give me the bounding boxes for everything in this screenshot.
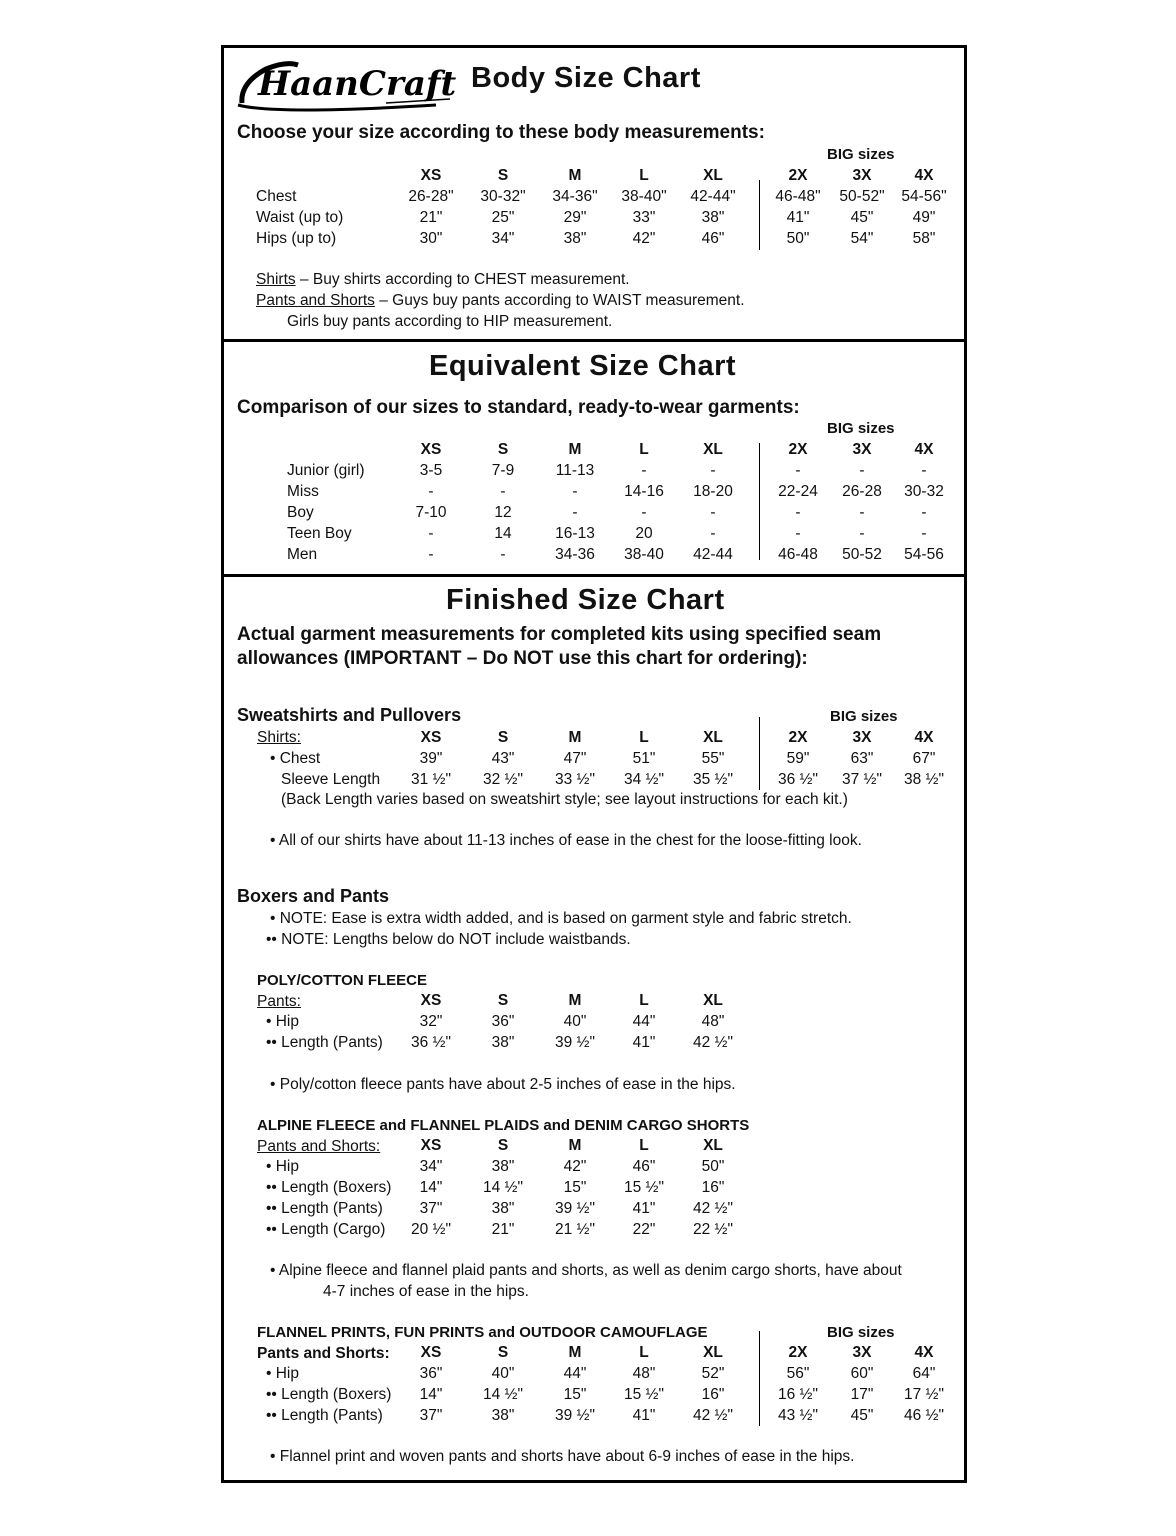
size-header-s: S	[497, 1344, 509, 1361]
table-cell: 14-16	[624, 483, 664, 500]
table-cell: -	[921, 504, 927, 521]
brand-logo	[236, 53, 456, 115]
row-label: • Hip	[266, 1158, 299, 1175]
svg-text:HaanCrafts: HaanCrafts	[258, 64, 456, 104]
row-label: Miss	[287, 483, 319, 500]
table-cell: 38 ½"	[904, 770, 944, 788]
table-cell: 14"	[419, 1179, 443, 1196]
table-cell: -	[795, 525, 801, 542]
table-cell: 54-56"	[901, 188, 947, 205]
table-cell: -	[641, 462, 647, 479]
body-big-sizes-label: BIG sizes	[827, 146, 895, 163]
table-cell: 50"	[786, 230, 810, 247]
size-header-2x: 2X	[788, 167, 808, 184]
table-cell: 33"	[632, 209, 656, 226]
table-cell: 18-20	[693, 483, 733, 500]
table-cell: 34-36	[555, 546, 595, 563]
table-cell: 39 ½"	[555, 1407, 595, 1424]
size-header-4x: 4X	[914, 167, 934, 184]
table-cell: -	[500, 483, 506, 500]
table-cell: 46"	[632, 1158, 656, 1175]
table-cell: 41"	[786, 209, 810, 226]
size-header-4x: 4X	[914, 441, 934, 458]
row-label: Waist (up to)	[256, 209, 344, 226]
table-cell: 43"	[491, 750, 515, 767]
row-label: • Hip	[266, 1013, 299, 1030]
size-header-l: L	[639, 992, 649, 1009]
row-label: Sleeve Length	[281, 770, 381, 788]
table-cell: 15"	[563, 1386, 587, 1403]
table-cell: 34-36"	[552, 188, 598, 205]
size-header-xs: XS	[420, 167, 442, 184]
table-cell: 38-40"	[621, 188, 667, 205]
table-cell: 38"	[701, 209, 725, 226]
row-label: •• Length (Cargo)	[266, 1221, 386, 1238]
table-cell: 20 ½"	[411, 1221, 451, 1238]
size-header-m: M	[568, 441, 582, 458]
table-cell: 12	[494, 504, 512, 521]
table-cell: 42"	[563, 1158, 587, 1175]
table-cell: 34"	[419, 1158, 443, 1175]
row-label: Chest	[256, 188, 297, 205]
table-cell: 17 ½"	[904, 1386, 944, 1403]
alpine-ease-note-2: 4-7 inches of ease in the hips.	[323, 1283, 529, 1300]
table-cell: 42-44	[693, 546, 733, 563]
size-header-xs: XS	[420, 441, 442, 458]
row-label: Boy	[287, 504, 314, 521]
table-cell: 36"	[491, 1013, 515, 1030]
table-cell: 44"	[563, 1365, 587, 1382]
sweat-big-sizes-label: BIG sizes	[830, 708, 898, 725]
poly-ease-note: • Poly/cotton fleece pants have about 2-5 inches of ease in the hips.	[270, 1076, 736, 1093]
table-cell: -	[641, 504, 647, 521]
size-header-4x: 4X	[914, 1344, 934, 1361]
table-cell: 50"	[701, 1158, 725, 1175]
size-header-xs: XS	[420, 992, 442, 1009]
alpine-ease-note-1: • Alpine fleece and flannel plaid pants and shorts, as well as denim cargo shorts, have about	[270, 1262, 902, 1279]
table-cell: 64"	[912, 1365, 936, 1382]
big-size-separator	[759, 717, 760, 790]
back-length-note: (Back Length varies based on sweatshirt style; see layout instructions for each kit.)	[281, 791, 848, 808]
row-label: • Chest	[270, 750, 321, 767]
poly-sub-label: Pants:	[257, 993, 301, 1010]
table-cell: 22"	[632, 1221, 656, 1238]
table-cell: 42 ½"	[693, 1034, 733, 1051]
table-cell: 42-44"	[690, 188, 736, 205]
row-label: Hips (up to)	[256, 230, 337, 247]
equiv-big-sizes-label: BIG sizes	[827, 420, 895, 437]
table-cell: 14 ½"	[483, 1179, 523, 1196]
table-cell: 21"	[419, 209, 443, 226]
size-header-m: M	[568, 167, 582, 184]
table-cell: 34 ½"	[624, 770, 664, 788]
table-cell: 17"	[850, 1386, 874, 1403]
size-header-m: M	[568, 729, 582, 746]
table-cell: -	[428, 483, 434, 500]
table-cell: 16"	[701, 1386, 725, 1403]
table-cell: 59"	[786, 750, 810, 767]
flannel-ease-note: • Flannel print and woven pants and shorts have about 6-9 inches of ease in the hips.	[270, 1448, 855, 1465]
size-header-s: S	[497, 1137, 509, 1154]
table-cell: 46-48	[778, 546, 818, 563]
table-cell: 38"	[563, 230, 587, 247]
table-cell: 20	[635, 525, 653, 542]
size-header-xs: XS	[420, 1137, 442, 1154]
table-cell: 38"	[491, 1034, 515, 1051]
size-header-xs: XS	[420, 729, 442, 746]
table-cell: 26-28"	[408, 188, 454, 205]
table-cell: 36"	[419, 1365, 443, 1382]
size-header-xl: XL	[703, 729, 723, 746]
poly-heading: POLY/COTTON FLEECE	[257, 972, 428, 989]
table-cell: 30"	[419, 230, 443, 247]
table-cell: 16"	[701, 1179, 725, 1196]
size-header-s: S	[497, 729, 509, 746]
table-cell: 48"	[632, 1365, 656, 1382]
table-cell: 39"	[419, 750, 443, 767]
table-cell: 41"	[632, 1407, 656, 1424]
table-cell: 54-56	[904, 546, 944, 563]
table-cell: 37"	[419, 1200, 443, 1217]
table-cell: 36 ½"	[411, 1034, 451, 1051]
size-header-m: M	[568, 1344, 582, 1361]
row-label: •• Length (Pants)	[266, 1407, 383, 1424]
size-header-xl: XL	[703, 1137, 723, 1154]
table-cell: 51"	[632, 750, 656, 767]
sweat-sub-label: Shirts:	[257, 729, 301, 746]
equiv-chart-title: Equivalent Size Chart	[429, 350, 737, 382]
size-header-xl: XL	[703, 441, 723, 458]
row-label: •• Length (Pants)	[266, 1034, 383, 1051]
size-header-3x: 3X	[852, 441, 872, 458]
size-header-2x: 2X	[788, 441, 808, 458]
table-cell: 39 ½"	[555, 1034, 595, 1051]
table-cell: 45"	[850, 1407, 874, 1424]
table-cell: 44"	[632, 1013, 656, 1030]
alpine-heading: ALPINE FLEECE and FLANNEL PLAIDS and DENIM CARGO SHORTS	[257, 1117, 750, 1134]
table-cell: 54"	[850, 230, 874, 247]
table-cell: -	[710, 504, 716, 521]
table-cell: 46-48"	[775, 188, 821, 205]
table-cell: 45"	[850, 209, 874, 226]
table-cell: -	[500, 546, 506, 563]
table-cell: 41"	[632, 1200, 656, 1217]
row-label: Teen Boy	[287, 525, 352, 542]
table-cell: -	[795, 462, 801, 479]
size-header-s: S	[497, 992, 509, 1009]
table-cell: 7-10	[415, 504, 447, 521]
table-cell: 35 ½"	[693, 770, 733, 788]
table-cell: 43 ½"	[778, 1407, 818, 1424]
pants-note-link: Pants and Shorts	[256, 292, 375, 309]
table-cell: 41"	[632, 1034, 656, 1051]
size-header-3x: 3X	[852, 729, 872, 746]
size-header-s: S	[497, 167, 509, 184]
table-cell: 67"	[912, 750, 936, 767]
table-cell: 15"	[563, 1179, 587, 1196]
girls-note: Girls buy pants according to HIP measurement.	[287, 313, 613, 330]
table-cell: 32"	[419, 1013, 443, 1030]
table-cell: -	[859, 462, 865, 479]
size-header-3x: 3X	[852, 167, 872, 184]
table-cell: 38"	[491, 1200, 515, 1217]
row-label: Men	[287, 546, 318, 563]
table-cell: 58"	[912, 230, 936, 247]
table-cell: 46 ½"	[904, 1407, 944, 1424]
boxers-note-1: • NOTE: Ease is extra width added, and is based on garment style and fabric stretch.	[270, 910, 852, 927]
table-cell: -	[428, 546, 434, 563]
table-cell: 38"	[491, 1158, 515, 1175]
size-header-s: S	[497, 441, 509, 458]
table-cell: 34"	[491, 230, 515, 247]
shirts-note-link: Shirts	[256, 271, 296, 288]
table-cell: 40"	[563, 1013, 587, 1030]
table-cell: 52"	[701, 1365, 725, 1382]
table-cell: 11-13	[555, 462, 595, 479]
table-cell: 3-5	[419, 462, 443, 479]
table-cell: 21"	[491, 1221, 515, 1238]
table-cell: 50-52"	[839, 188, 885, 205]
table-cell: 14 ½"	[483, 1386, 523, 1403]
table-cell: 30-32"	[480, 188, 526, 205]
section-divider	[224, 339, 964, 342]
table-cell: 15 ½"	[624, 1386, 664, 1403]
equiv-chart-subtitle: Comparison of our sizes to standard, ready-to-wear garments:	[237, 397, 800, 418]
table-cell: 31 ½"	[411, 770, 451, 788]
size-header-m: M	[568, 1137, 582, 1154]
table-cell: 50-52	[842, 546, 882, 563]
finished-chart-title: Finished Size Chart	[446, 584, 725, 616]
table-cell: 37"	[419, 1407, 443, 1424]
size-header-m: M	[568, 992, 582, 1009]
table-cell: -	[859, 504, 865, 521]
table-cell: 29"	[563, 209, 587, 226]
shirts-note: Shirts – Buy shirts according to CHEST measurement.	[256, 271, 630, 288]
section-divider	[224, 574, 964, 577]
row-label: •• Length (Pants)	[266, 1200, 383, 1217]
table-cell: 25"	[491, 209, 515, 226]
table-cell: 40"	[491, 1365, 515, 1382]
finished-chart-subtitle-2: allowances (IMPORTANT – Do NOT use this chart for ordering):	[237, 648, 808, 669]
size-header-l: L	[639, 729, 649, 746]
row-label: •• Length (Boxers)	[266, 1179, 392, 1196]
flannel-big-sizes-label: BIG sizes	[827, 1324, 895, 1341]
table-cell: -	[859, 525, 865, 542]
table-cell: 22 ½"	[693, 1221, 733, 1238]
boxers-note-2: •• NOTE: Lengths below do NOT include waistbands.	[266, 931, 631, 948]
body-chart-subtitle: Choose your size according to these body measurements:	[237, 122, 765, 143]
size-header-l: L	[639, 1344, 649, 1361]
pants-note: Pants and Shorts – Guys buy pants according to WAIST measurement.	[256, 292, 745, 309]
table-cell: 47"	[563, 750, 587, 767]
table-cell: 7-9	[491, 462, 515, 479]
size-header-l: L	[639, 441, 649, 458]
table-cell: 37 ½"	[842, 770, 882, 788]
size-header-l: L	[639, 1137, 649, 1154]
table-cell: 55"	[701, 750, 725, 767]
table-cell: 15 ½"	[624, 1179, 664, 1196]
table-cell: 14"	[419, 1386, 443, 1403]
table-cell: -	[921, 525, 927, 542]
size-header-3x: 3X	[852, 1344, 872, 1361]
table-cell: 46"	[701, 230, 725, 247]
alpine-sub-label: Pants and Shorts:	[257, 1138, 381, 1155]
flannel-heading: FLANNEL PRINTS, FUN PRINTS and OUTDOOR CAMOUFLAGE	[257, 1324, 708, 1341]
table-cell: 39 ½"	[555, 1200, 595, 1217]
table-cell: 38-40	[624, 546, 664, 563]
body-chart-title: Body Size Chart	[471, 62, 701, 94]
finished-chart-subtitle-1: Actual garment measurements for completed kits using specified seam	[237, 624, 882, 645]
row-label: •• Length (Boxers)	[266, 1386, 392, 1403]
size-header-2x: 2X	[788, 1344, 808, 1361]
table-cell: -	[710, 462, 716, 479]
big-size-separator	[759, 180, 760, 250]
table-cell: -	[572, 483, 578, 500]
row-label: • Hip	[266, 1365, 299, 1382]
sweatshirts-heading: Sweatshirts and Pullovers	[237, 705, 462, 725]
table-cell: 56"	[786, 1365, 810, 1382]
table-cell: 38"	[491, 1407, 515, 1424]
size-header-xl: XL	[703, 167, 723, 184]
table-cell: 32 ½"	[483, 770, 523, 788]
table-cell: 26-28	[842, 483, 882, 500]
table-cell: 14	[494, 525, 512, 542]
table-cell: -	[710, 525, 716, 542]
size-header-2x: 2X	[788, 729, 808, 746]
table-cell: 22-24	[778, 483, 818, 500]
table-cell: -	[428, 525, 434, 542]
table-cell: 36 ½"	[778, 770, 818, 788]
table-cell: 49"	[912, 209, 936, 226]
table-cell: 63"	[850, 750, 874, 767]
table-cell: 42 ½"	[693, 1407, 733, 1424]
table-cell: 48"	[701, 1013, 725, 1030]
table-cell: -	[795, 504, 801, 521]
shirt-ease-note: • All of our shirts have about 11-13 inches of ease in the chest for the loose-fitting look.	[270, 832, 862, 849]
size-header-l: L	[639, 167, 649, 184]
table-cell: -	[921, 462, 927, 479]
table-cell: 30-32	[904, 483, 944, 500]
boxers-heading: Boxers and Pants	[237, 886, 390, 906]
size-header-xs: XS	[420, 1344, 442, 1361]
size-header-xl: XL	[703, 1344, 723, 1361]
row-label: Junior (girl)	[287, 462, 365, 479]
big-size-separator	[759, 1331, 760, 1426]
table-cell: 21 ½"	[555, 1221, 595, 1238]
table-cell: 33 ½"	[555, 770, 595, 788]
table-cell: 42"	[632, 230, 656, 247]
table-cell: 16-13	[555, 525, 595, 542]
big-size-separator	[759, 443, 760, 560]
table-cell: 42 ½"	[693, 1200, 733, 1217]
size-header-4x: 4X	[914, 729, 934, 746]
table-cell: -	[572, 504, 578, 521]
table-cell: 16 ½"	[778, 1386, 818, 1403]
table-cell: 60"	[850, 1365, 874, 1382]
flannel-sub-label: Pants and Shorts:	[257, 1345, 390, 1362]
size-header-xl: XL	[703, 992, 723, 1009]
